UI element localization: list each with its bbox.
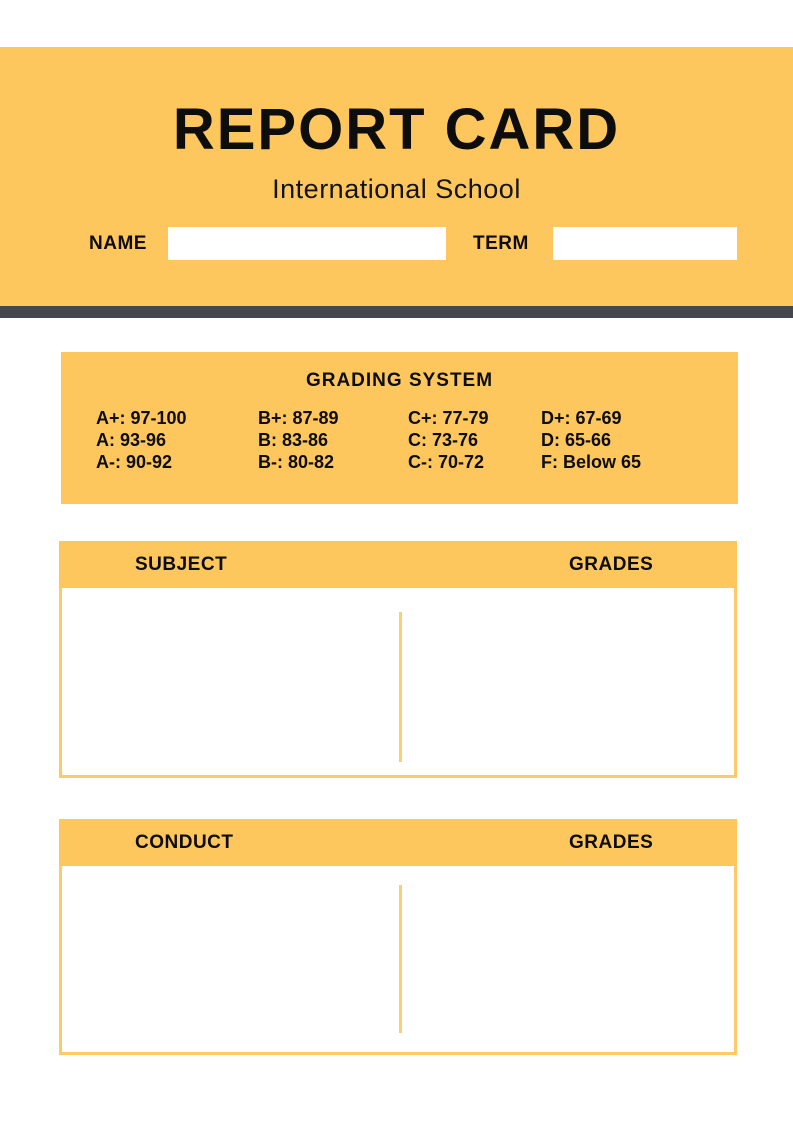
grade-range: B+: 87-89 <box>258 408 339 428</box>
conduct-table-body <box>59 866 737 1055</box>
grading-column-d <box>541 407 738 473</box>
subject-grades-entry-area[interactable] <box>402 588 734 775</box>
grade-range: A-: 90-92 <box>96 452 173 472</box>
grade-range: C-: 70-72 <box>408 452 485 472</box>
grading-column-b <box>258 407 408 473</box>
grade-range: A: 93-96 <box>96 430 167 450</box>
subject-table-header <box>59 541 737 588</box>
subject-column-header: SUBJECT <box>135 554 228 575</box>
grade-range: C+: 77-79 <box>408 408 489 428</box>
conduct-entry-area[interactable] <box>62 866 399 1052</box>
grades-column-header: GRADES <box>569 554 654 575</box>
name-label: NAME <box>89 233 147 254</box>
conduct-grades-entry-area[interactable] <box>402 866 734 1052</box>
conduct-table <box>59 819 737 1055</box>
name-term-row <box>0 227 793 260</box>
conduct-table-header <box>59 819 737 866</box>
grading-column-a <box>96 407 258 473</box>
conduct-column-header: CONDUCT <box>135 832 234 853</box>
term-input[interactable] <box>553 227 737 260</box>
grading-grid <box>96 407 738 473</box>
subject-table-body <box>59 588 737 778</box>
separator-bar <box>0 306 793 318</box>
grades-column-header: GRADES <box>569 832 654 853</box>
grade-range: A+: 97-100 <box>96 408 187 428</box>
subject-table <box>59 541 737 778</box>
term-label: TERM <box>473 233 529 254</box>
grade-range: B: 83-86 <box>258 430 329 450</box>
grade-range: C: 73-76 <box>408 430 479 450</box>
school-subtitle: International School <box>272 174 521 204</box>
page-title: REPORT CARD <box>172 97 621 162</box>
grading-system-box <box>61 352 738 504</box>
grading-column-c <box>408 407 541 473</box>
name-input[interactable] <box>168 227 446 260</box>
grade-range: B-: 80-82 <box>258 452 335 472</box>
header-banner <box>0 47 793 306</box>
grade-range: D: 65-66 <box>541 430 612 450</box>
grading-system-title: GRADING SYSTEM <box>305 370 494 391</box>
subject-entry-area[interactable] <box>62 588 399 775</box>
grade-range: F: Below 65 <box>541 452 642 472</box>
grade-range: D+: 67-69 <box>541 408 622 428</box>
